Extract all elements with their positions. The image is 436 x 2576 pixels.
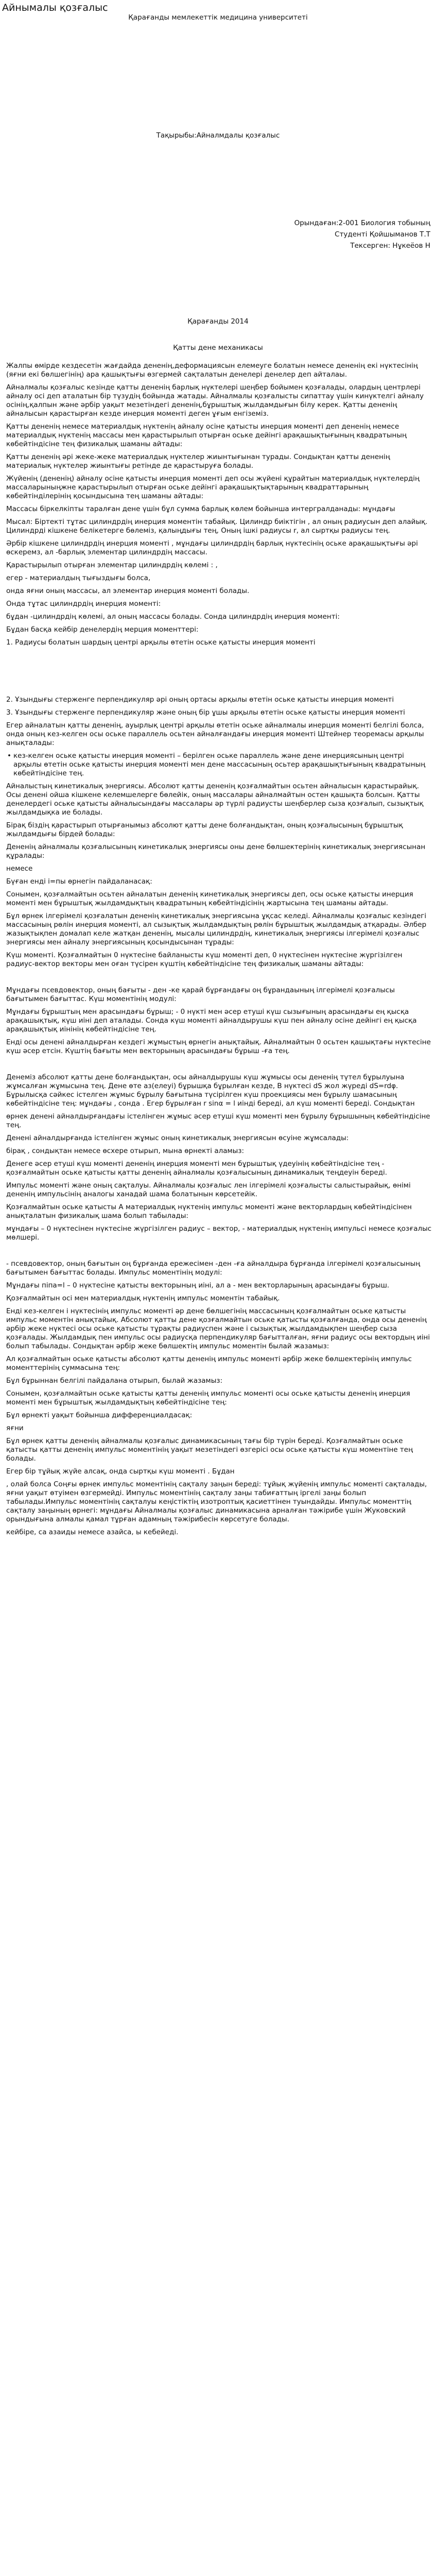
paragraph: Қозғалмайтын оське қатысты А материалдық нүктенің импульс моменті және векторлардың көбейтіндісінен анықталатын физикалық шама болып табылады: [6,1203,412,1220]
paragraph: Мұндағы бұрыштың мен арасындағы бұрыш; - 0 нүкті мен әсер етуші күш сызығының арасындағы ең қысқа арақашықтық, күш иінi деп аталады. Сонда күш моменті айналдырушы күш пен айналу осіне дейінгі ең қысқа арақашықтық иінінің көбейтіндісіне тең. [6,1008,417,1033]
paragraph: бірақ , сондықтан немесе өсхере отырып, мына өрнекті аламыз: [6,1147,245,1155]
author-line-1: Орындаған:2-001 Биология тобының [294,219,430,227]
university-name: Қарағанды мемлекеттік медицина университеті [128,13,308,22]
paragraph: Онда тұтас цилиндрдің инерция моменті: [6,600,161,608]
paragraph: Денеге әсер етуші күш моменті дененің инерция моменті мен бұрыштық үдеуінің көбейтіндісіне тең - қозғалмайтын оське қатысты қатты дененің айналмалы қозғалысының динамикалық теңдеуін береді. [6,1160,388,1177]
paragraph: Бірақ біздің қарастырып отырғанымыз абсолют қатты дене болғандықтан, оның қозғалысының бұрыштық жылдамдығы бірдей болады: [6,821,403,838]
paragraph: онда яғни оның массасы, ал элементар инерция моменті болады. [6,587,250,595]
city-year: Қарағанды 2014 [187,317,249,326]
paragraph: Бұл бұрыннан белгілі пайдалана отырып, былай жазамыз: [6,1377,223,1385]
body-block-1 [0,362,436,651]
paragraph: Импульс моменті және оның сақталуы. Айналмалы қозғалыс лен ілгерімелі қозғалысты салыстырайық, өнімі дененің импульсінің аналогы ханадай шама болатынын көрсетейік. [6,1181,411,1198]
paragraph: Денемiз абсолют қатты дене болғандықтан, осы айналдырушы күш жұмысы осы дененің түтел бұрылуына жұмсалған жұмысына тең. Дене өте аз(елеуі) бұрышқа бұрылған кезде, В нүктесі dS жол жүреді dS=rdφ. Бұрылысқа сәйкес істелген жұмыс бұрылу бағытына түсірілген күш проекциясы мен бұрылу шамасының көбейтіндісіне тең: мұндағы , сонда . Егер бұрылған r sinα = l иінді береді, ал күш моменті береді. Сондықтан [6,1073,415,1108]
paragraph: Сонымен, қозғалмайтын оське қатысты қатты дененің импульс моменті осы оське қатысты дененің инерция моменті мен бұрыштық жылдамдықтың көбейтіндісіне тең: [6,1389,410,1406]
blank-paragraph [6,1246,432,1256]
paragraph: Енді кез-келген і нүктесінің импульс моменті әр дене бөлшегінің массасының қозғалмайтын оське қатысты импульс моментін анықтайық. Абсолют қатты дене қозғалмайтын оське қатысты қозғалғанда, онда осы дененің әрбір жеке нүктесі осы оське қатысты тұрақты радиуспен және і сызықтық жылдамдықпен шеңбер сыза қозғалады. Жылдамдық пен импульс осы радиусқа перпендикуляр бағытталған, яғни радиус осы вектордың иіні болып табылады. Сондықтан әрбір жеке бөлшектің импульс моментін былай жазамыз: [6,1307,430,1350]
paragraph: бұдан -цилиндрдің көлемі, ал оның массасы болады. Сонда цилиндрдің инерция моменті: [6,613,340,621]
paragraph: Айналыстың кинетикалық энергиясы. Абсолют қатты дененің қозғалмайтын осьтен айналысын қарастырайық. Осы денені ойша кішкене келемшелерге бөлейік, оның массалары айналмайтын остен қашықта болсын. Қатты денелердегі оське қатысты айналысындағы массалары әр түрлі радиусты шеңберлер сыза қозғалып, сызықтық жылдамдықка ие болады. [6,782,424,817]
paragraph: Бүған енді і=пы өрнегін пайдаланасақ: [6,877,152,886]
paragraph: Бұл өрнек ілгерімелі қозғалатын дененің кинетикалық энергиясына ұқсас келеді. Айналмалы қозғалыс кезіндегі массасының рөлін инерция моменті, ал сызықтық жылдамдықтың рөлін бұрыштық жылдамдық атқарады. Әлбер жазықтықпен домалап келе жатқан дененің, мысалы цилиндрдің, кинетикалық энергиясы ілгерімелі қозғалыс энергиясы мен айналу энергиясының қосындысынан тұрады: [6,912,427,946]
paragraph: Қозғалмайтын осi мен материалдық нүктенiң импульс моментiн табайық. [6,1294,280,1302]
section-title: Қатты дене механикасы [173,344,263,352]
paragraph: Айналмалы қозғалыс кезінде қатты дененің барлық нүктелері шеңбер бойымен қозғалады, олардың центрлері айналу осі деп аталатын бір түзудің бойында жатады. Айналмалы қозғалысты сипаттау үшін кинүктелгі айналу осінің,қалпын және әрбір уақыт мезетіндегі дененің,бұрыштық жылдамдығын білу керек. Қатты дененің айналысын қарастырған кезде инерция моменті деген ұғым енгіземіз. [6,383,424,418]
paragraph: 1. Радиусы болатын шардың центрі арқылы өтетін оське қатысты инерция моменті [6,638,316,647]
steiner-bullet: • кез-келген оське қатысты инерция моменті – берілген оське параллель және дене инерциясының центрі арқылы өтетін оське қатысты инерция моменті мен дене массасының осьтер арақашықтығының квадратының көбейтіндісіне тең. [13,752,432,778]
author-line-3: Тексерген: Нұкеёов Н [350,242,430,250]
paragraph: Бұл өрнек қатты дененің айналмалы қозғалыс динамикасының тағы бір түрін береді. Қозғалмайтын оське қатысты қатты дененің импульс моментінің уақыт мезетіндегі өзгерісі осы оське қатысты күш моментіне тең болады. [6,1437,413,1463]
paragraph: Массасы біркелкіпты таралған дене үшін бұл сумма барлық көлем бойынша интергралданады: мұндағы [6,505,395,513]
paragraph: 2. Ұзындығы стерженге перпендикуляр әрі оның ортасы арқылы өтетін оське қатысты инерция моменті [6,696,394,704]
body-block-2 [0,696,436,1541]
paragraph: Мысал: Біртекті тұтас цилиндрдің инерция моментін табайық. Цилиндр биіктігін , ал оның радиусын деп алайық. Цилиндрді кішкене белікетерге бөлеміз, қалыңдығы тең, Оның ішкі радиусы r, ал сыртқы радиусы тең. [6,518,428,535]
paragraph: Күш моменті. Қозғалмайтын 0 нүктесіне байланысты күш моменті деп, 0 нүктесінен нүктесіне жүргізілген радиус-вектор векторы мен оған түсірен күштің көбейтіндісіне тең физикалық шаманы айтады: [6,951,403,968]
paragraph: өрнек дененi айналдырғандағы iстелiнген жұмыс әсер етушi күш моментi мен бұрылу бұрышының көбейтiндiсiне тең. [6,1112,430,1129]
paragraph: 3. Ұзындығы стерженге перпендикуляр және оның бір ұшы арқылы өтетін оське қатысты инерция моменті [6,708,405,717]
topic-title: Тақырыбы:Айналмдалы қозғалыс [156,131,280,140]
blank-paragraph [6,1060,432,1069]
paragraph: яғни [6,1424,24,1432]
paragraph: , олай болса Соңғы өрнек импульс моментінің сақталу заңын береді: тұйық жүйенің импульс моменті сақталады, яғни уақыт өтуімен өзгермейді. Импульс моментінің сақталу заңы табиғаттың іргелі заңы болып табылады.Импульс моментінің сақталуы кеңістіктің изотроптық қасиеттінен туындайды. Импульс моменттің сақталу заңының өрнегі: мұндағы Айналмалы қозғалыс динамикасына арналған тәжірибе үшін Жуковский орындығына алмалы қамал тұрған адамның тәжірибесін көрсетуге болады. [6,1480,427,1523]
paragraph: - псевдовектор, оның бағытын оң бұрғанда ережесімен -ден -ға айналдыра бұрғанда ілгерімелі қозғалысының бағытымен бағыттас болады. Импульс моментінің модулі: [6,1260,421,1277]
paragraph: мұндағы – 0 нүктесінен нүктесіне жүргізілген радиус – вектор, - материалдық нүктенің импульсі немесе қозғалыс мөлшері. [6,1225,432,1242]
paragraph: егер - материалдың тығыздығы болса, [6,574,151,582]
paragraph: Қатты дененің немесе материалдық нүктенің айналу осіне қатысты инерция моменті деп дененің немесе материалдық нүктенің массасы мен қарастырылып отырған оське дейінгі арақашықтығының квадратының көбейтіндісіне тең физикалық шаманы айтады: [6,422,407,448]
paragraph: Мұндағы псевдовектор, оның бағыты - ден -ке қарай бұрғандағы оң бұрандаының ілгерімелі қозғалысы бағытымен бағыттас. Күш моментінің модулі: [6,986,395,1003]
paragraph: кейбіре, са азаиды немесе азайса, ы кебейеді. [6,1528,179,1536]
author-line-2: Студенті Қойшыманов Т.Т [335,230,430,239]
blank-paragraph [6,973,432,982]
paragraph: Жүйенің (дененің) айналу осіне қатысты инерция моменті деп осы жүйені құрайтын материалдық нүктелердің массаларыныңжне қарастырылып отырған оське дейінгі арақашықтықтарының квадраттарының көбейтінділерінің қосындысына тең шаманы айтады: [6,474,420,500]
paragraph: Мұндағы пiпа=l – 0 нүктесiне қатысты векторының иiнi, ал а - мен векторларының арасындағы бұрыш. [6,1281,390,1290]
document-title: Айнымалы қозғалыс [2,2,108,13]
paragraph: Дененi айналдырғанда iстелiнген жұмыс оның кинетикалық энергиясын өсуіне жұмсалады: [6,1134,349,1142]
paragraph: Бұдан басқа кейбір денелердің мерция моменттері: [6,625,199,634]
paragraph: Жалпы өмірде кездесетін жағдайда дененің,деформациясын елемеуге болатын немесе дененің екі нүктесінің (яғни екі бөлшегінің) ара қашықтығы өзгермей сақталатын денелері денелер деп айталаы. [6,362,418,379]
paragraph: Ал қозғалмайтын оське қатысты абсолют қатты дененің импульс моменті әрбір жеке бөлшектерінің импульс моменттерінің суммасына тең: [6,1355,412,1372]
paragraph: Енді осы денені айналдырған кездегі жұмыстың өрнегін анықтайық. Айналмайтын 0 осьтен қашықтағы нүктесіне күш әсер етсін. Күштің бағыты мен векторының арасындағы бұрыш -ға тең. [6,1038,431,1055]
paragraph: Бұл өрнекті уақыт бойынша дифференциалдасақ: [6,1411,193,1419]
paragraph: Қатты дененің әрі жеке-жеке материалдық нүктелер жиынтығынан турады. Сондықтан қатты дененің материалық нүктелер жиынтығы ретінде де қарастыруға болады. [6,453,390,470]
paragraph: Сонымен, қозғалмайтын осьтен айналатын дененің кинетикалық энергиясы деп, осы оське қатысты инерция моменті мен бұрыштық жылдамдықтың квадратының көбейтіндісінің жартысына тең шаманы айтады. [6,890,413,907]
paragraph: Дененің айналмалы қозғалысының кинетикалық энергиясы оны дене бөлшектерінің кинетикалық энергиясынан құралады: [6,843,426,860]
paragraph: Егер бір тұйық жүйе алсақ, онда сыртқы күш моменті . Бұдан [6,1467,235,1476]
paragraph: Қарастырылып отырған элементар цилиндрдің көлемі : , [6,561,218,569]
paragraph: Егер айналатын қатты дененің, ауырлық центрі арқылы өтетін оське айналмалы инерция моменті белгілі болса, онда оның кез-келген осы оське параллель осьтен айналғандағы инерция моменті Штейнер теоремасы арқылы анықталады: [6,721,424,747]
paragraph: немесе [6,865,33,873]
paragraph: Әрбір кішкене цилиндрдің инерция моменті , мұндағы цилиндрдің барлық нүктесінің оське арақашықтығы әрі өскеремз, ал -барлық элементар цилиндрдің массасы. [6,539,418,556]
